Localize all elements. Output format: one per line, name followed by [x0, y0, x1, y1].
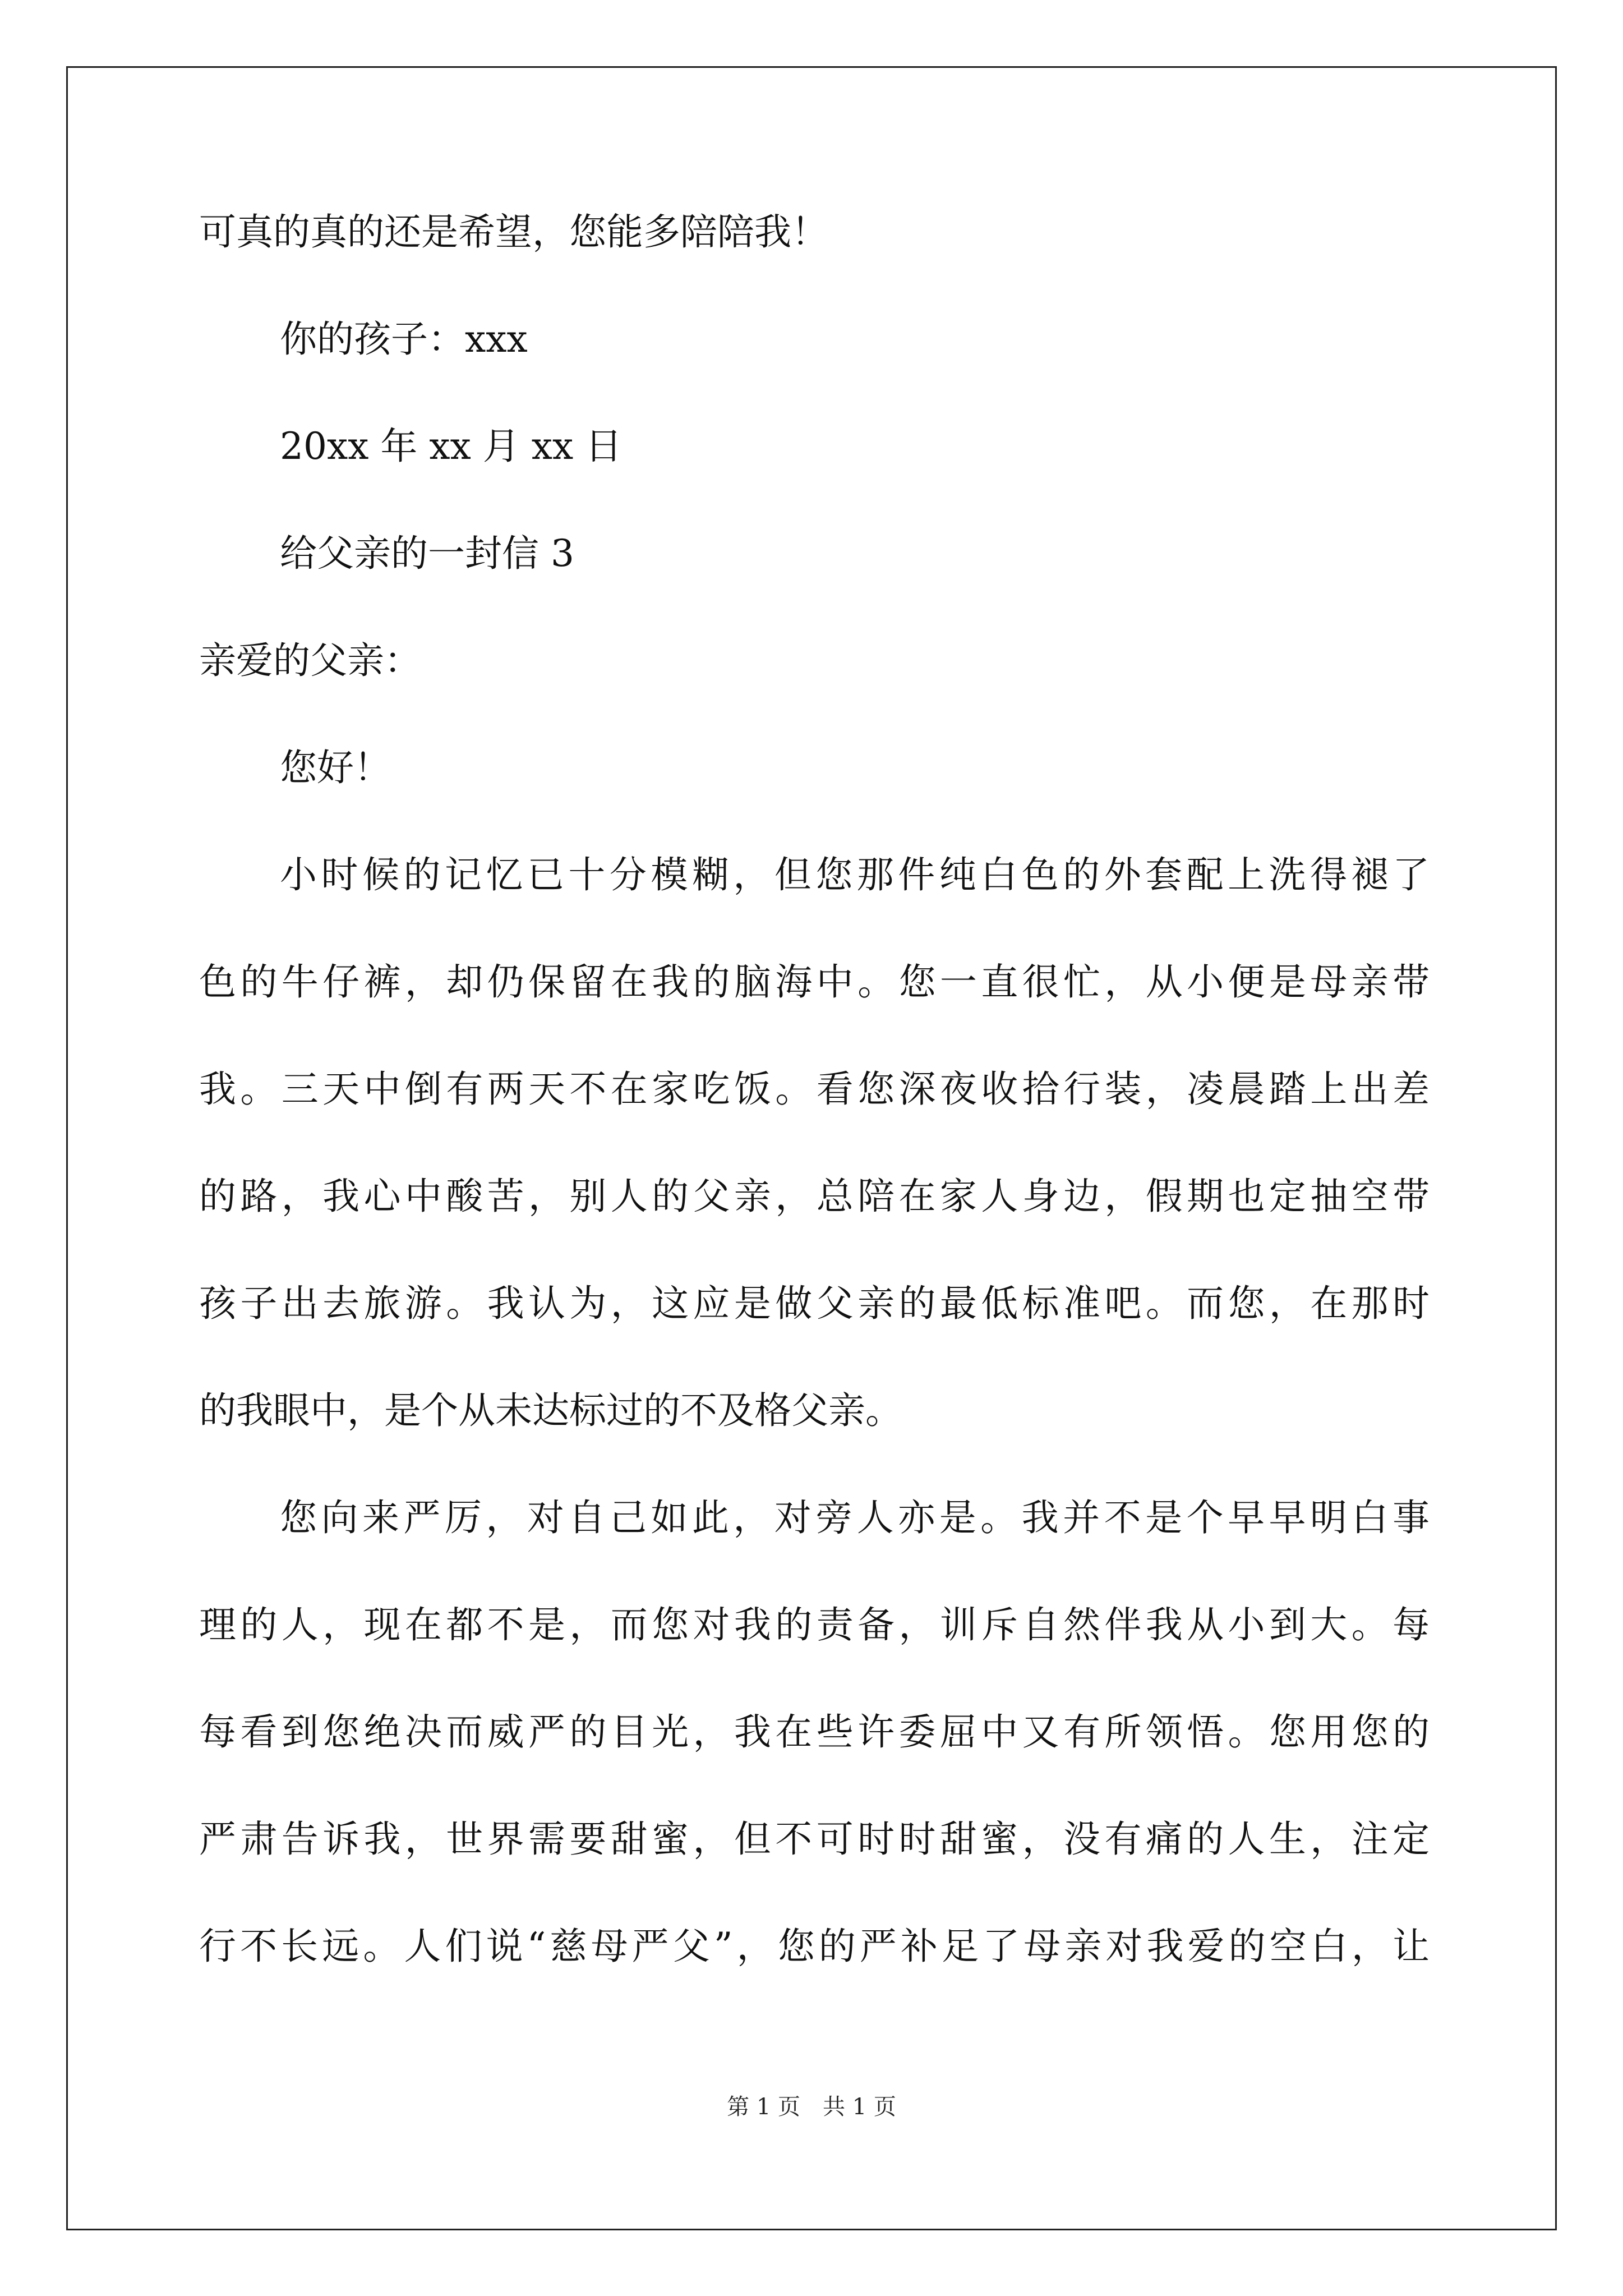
- salutation: 亲爱的父亲：: [199, 639, 421, 682]
- signature-line: 你的孩子：xxx: [280, 318, 528, 361]
- paragraph-line: 每看到您绝决而威严的目光，我在些许委屈中又有所领悟。您用您的: [199, 1710, 1430, 1754]
- paragraph-line: 行不长远。人们说“慈母严父”，您的严补足了母亲对我爱的空白，让: [199, 1925, 1430, 1968]
- page-footer: 第 1 页 共 1 页: [727, 2094, 896, 2120]
- paragraph-line: 色的牛仔裤，却仍保留在我的脑海中。您一直很忙，从小便是母亲带: [199, 960, 1430, 1004]
- paragraph-line: 的路，我心中酸苦，别人的父亲，总陪在家人身边，假期也定抽空带: [199, 1175, 1430, 1218]
- paragraph-line: 严肃告诉我，世界需要甜蜜，但不可时时甜蜜，没有痛的人生，注定: [199, 1818, 1430, 1861]
- page-border: [66, 66, 1557, 2230]
- greeting: 您好！: [280, 746, 391, 789]
- paragraph-line: 我。三天中倒有两天不在家吃饭。看您深夜收拾行装，凌晨踏上出差: [199, 1068, 1430, 1111]
- paragraph-line: 小时候的记忆已十分模糊，但您那件纯白色的外套配上洗得褪了: [280, 853, 1430, 896]
- date-line: 20xx 年 xx 月 xx 日: [280, 425, 623, 468]
- paragraph-line: 您向来严厉，对自己如此，对旁人亦是。我并不是个早早明白事: [280, 1496, 1430, 1539]
- paragraph-line: 的我眼中，是个从未达标过的不及格父亲。: [199, 1389, 902, 1432]
- paragraph-line: 理的人，现在都不是，而您对我的责备，训斥自然伴我从小到大。每: [199, 1603, 1430, 1646]
- text-line: 可真的真的还是希望，您能多陪陪我！: [199, 210, 828, 254]
- letter-title: 给父亲的一封信 3: [280, 532, 574, 575]
- paragraph-line: 孩子出去旅游。我认为，这应是做父亲的最低标准吧。而您，在那时: [199, 1282, 1430, 1325]
